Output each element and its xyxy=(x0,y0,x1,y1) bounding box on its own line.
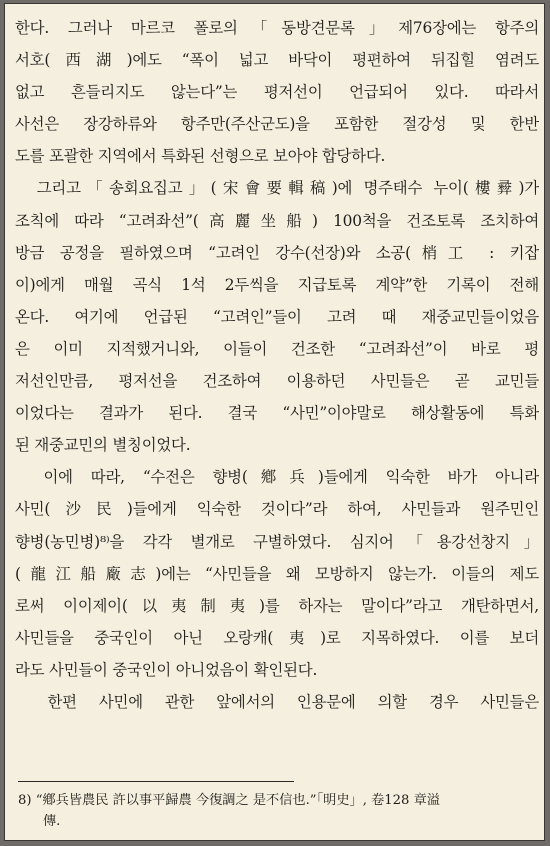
text-line: 저선인만큼, 평저선을 건조하여 이용하던 사민들은 곧 교민들 xyxy=(15,372,539,391)
text-line: 사민(沙民)들에게 익숙한 것이다”라 하여, 사민들과 원주민인 xyxy=(15,500,539,519)
text-line: (龍江船廠志)에는 “사민들을 왜 모방하지 않는가. 이들의 제도 xyxy=(15,564,539,583)
footnote-line: 8) “鄕兵皆農民 許以事平歸農 今復調之 是不信也.”「明史」, 卷128 章溢 xyxy=(18,793,440,808)
text-line: 방금 공정을 필하였으며 “고려인 강수(선장)와 소공(梢工 : 키잡 xyxy=(15,243,539,262)
text-line: 그리고「송회요집고」(宋會要輯稿)에 명주태수 누이(樓彛)가 xyxy=(15,179,539,198)
text-line: 은 이미 지적했거니와, 이들이 건조한 “고려좌선”이 바로 평 xyxy=(15,339,539,358)
book-page xyxy=(4,3,545,841)
footnote xyxy=(18,790,538,832)
text-line: 로써 이이제이(以夷制夷)를 하자는 말이다”라고 개탄하면서, xyxy=(15,596,539,615)
text-line: 한편 사민에 관한 앞에서의 인용문에 의할 경우 사민들은 xyxy=(15,692,539,711)
text-line: 이)에게 매월 곡식 1석 2두씩을 지급토록 계약”한 기록이 전해 xyxy=(15,275,539,294)
text-line: 조칙에 따라 “고려좌선”(高麗坐船) 100척을 건조토록 조치하여 xyxy=(15,211,539,230)
text-line: 없고 흔들리지도 않는다”는 평저선이 언급되어 있다. 따라서 xyxy=(15,83,539,102)
text-line: 된 재중교민의 별칭이었다. xyxy=(15,436,191,455)
footnote-line: 傳. xyxy=(43,814,61,829)
footnote-divider xyxy=(18,781,294,782)
text-line: 이었다는 결과가 된다. 결국 “사민”이야말로 해상활동에 특화 xyxy=(15,404,539,423)
text-line: 한다. 그러나 마르코 폴로의「동방견문록」제76장에는 항주의 xyxy=(15,19,539,37)
text-line: 온다. 여기에 언급된 “고려인”들이 고려 때 재중교민들이었음 xyxy=(15,307,539,326)
text-line: 서호(西湖)에도 “폭이 넓고 바닥이 평편하여 뒤집힐 염려도 xyxy=(15,51,539,70)
text-line: 이에 따라, “수전은 향병(鄕兵)들에게 익숙한 바가 아니라 xyxy=(15,468,539,487)
body-text xyxy=(15,12,539,718)
text-line: 사민들을 중국인이 아닌 오랑캐(夷)로 지목하였다. 이를 보더 xyxy=(15,628,539,647)
text-line: 도를 포괄한 지역에서 특화된 선형으로 보아야 합당하다. xyxy=(15,147,386,166)
text-line: 사선은 장강하류와 항주만(주산군도)을 포함한 절강성 및 한반 xyxy=(15,115,539,134)
text-line: 라도 사민들이 중국인이 아니었음이 확인된다. xyxy=(15,660,318,679)
text-line: 향병(농민병)⁸⁾을 각각 별개로 구별하였다. 심지어「용강선창지」 xyxy=(15,532,539,551)
